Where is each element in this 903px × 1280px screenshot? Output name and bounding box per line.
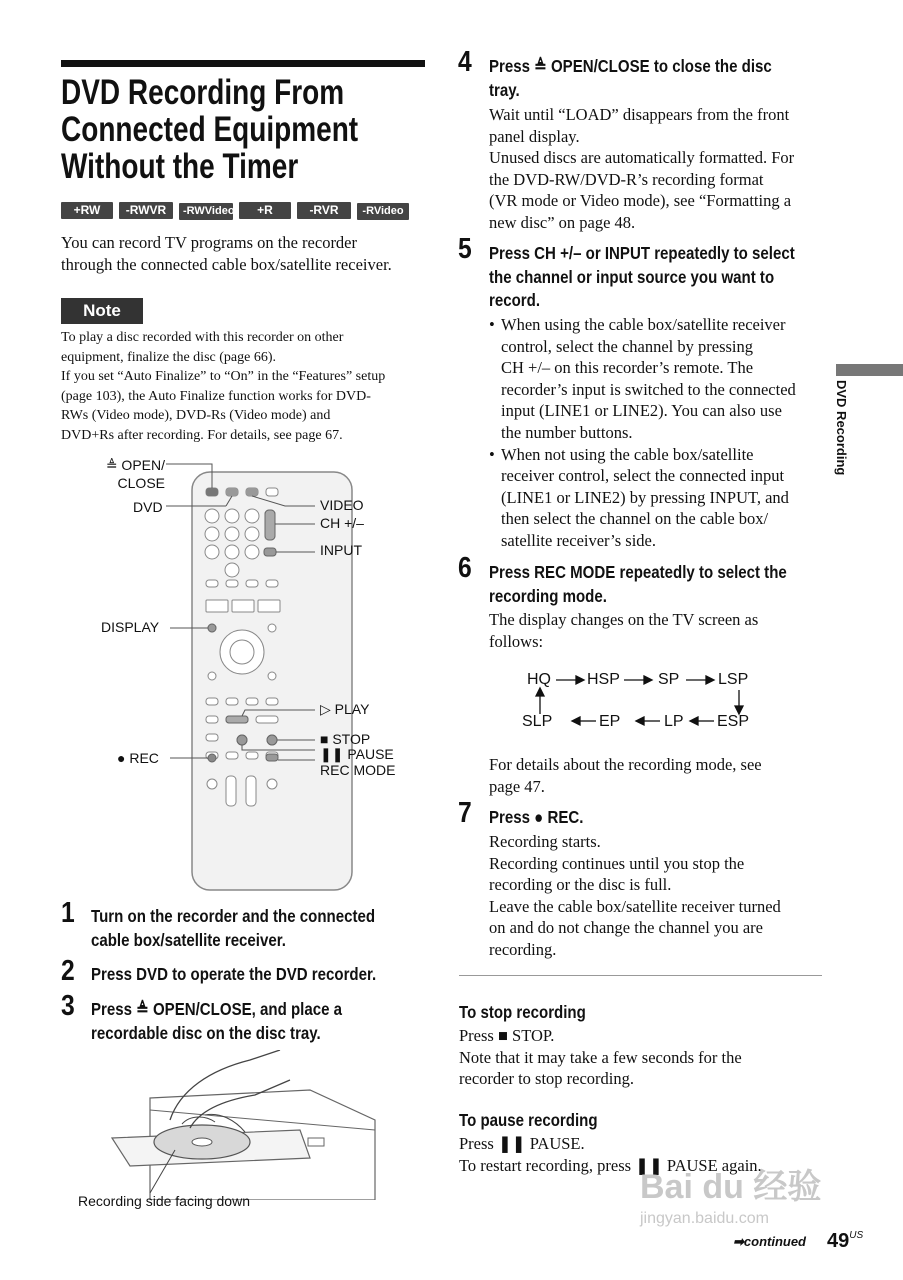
note-line: If you set “Auto Finalize” to “On” in the “Features” setup	[61, 369, 386, 385]
bullet-line: then select the channel on the cable box/	[501, 509, 769, 529]
label-open-close-line2: CLOSE	[117, 475, 165, 491]
label-pause: ❚❚ PAUSE	[320, 746, 394, 762]
bullet-line: control, select the channel by pressing	[501, 336, 754, 356]
watermark	[640, 1168, 821, 1228]
step-6-number: 6	[458, 552, 472, 584]
remote-illustration	[60, 450, 440, 895]
page-number-suffix: US	[849, 1230, 864, 1241]
step-4-title-line: tray.	[489, 79, 520, 100]
watermark-url: jingyan.baidu.com	[640, 1210, 769, 1227]
step-7-line: Leave the cable box/satellite receiver turned	[489, 896, 781, 916]
bullet-line: • When not using the cable box/satellite	[501, 444, 754, 464]
step-4-title	[489, 55, 772, 102]
step-1-title	[91, 905, 375, 952]
bullet-line: satellite receiver’s side.	[501, 530, 657, 550]
note-line: equipment, finalize the disc (page 66).	[61, 349, 276, 365]
badge-plus-r: +R	[239, 202, 291, 219]
step-3-number: 3	[61, 990, 75, 1022]
step-3-title	[91, 998, 342, 1045]
section-divider	[459, 975, 822, 976]
label-play: ▷ PLAY	[320, 701, 370, 717]
badge-r-video: -RVideo	[357, 203, 409, 220]
step-4-line: panel display.	[489, 126, 580, 146]
step-6-line: The display changes on the TV screen as	[489, 610, 759, 629]
pause-heading: To pause recording	[459, 1110, 598, 1130]
mode-hq: HQ	[527, 671, 551, 688]
step-6-title-line: recording mode.	[489, 585, 607, 606]
step-6-after	[489, 754, 834, 797]
step-7-line: on and do not change the channel you are	[489, 918, 763, 938]
note-line: To play a disc recorded with this recorder on other	[61, 330, 344, 345]
stop-line: recorder to stop recording.	[459, 1069, 635, 1089]
mode-ep: EP	[599, 713, 621, 730]
page-title	[61, 74, 432, 185]
step-6-after-line: For details about the recording mode, see	[489, 755, 762, 774]
disc-type-badges	[61, 201, 415, 220]
step-6-title	[489, 561, 787, 608]
step-1-number: 1	[61, 897, 75, 929]
step-7-line: recording or the disc is full.	[489, 875, 672, 895]
step-4-line: the DVD-RW/DVD-R’s recording format	[489, 169, 764, 189]
step-3-title-line: recordable disc on the disc tray.	[91, 1022, 321, 1043]
label-ch: CH +/–	[320, 515, 364, 531]
mode-hsp: HSP	[587, 671, 620, 688]
intro-line: through the connected cable box/satellite receiver.	[61, 254, 392, 274]
step-5-body	[489, 314, 834, 552]
step-5-title-line: Press CH +/– or INPUT repeatedly to select	[489, 243, 795, 263]
step-7-line: Recording starts.	[489, 832, 601, 851]
step-7-number: 7	[458, 797, 472, 829]
label-display: DISPLAY	[101, 619, 160, 635]
side-tab-label	[830, 380, 860, 510]
label-input: INPUT	[320, 542, 362, 558]
mode-lp: LP	[664, 713, 684, 730]
note-text	[61, 328, 431, 446]
stop-body	[459, 1025, 829, 1090]
page-number-value: 49	[827, 1230, 850, 1252]
step-1-title-line: cable box/satellite receiver.	[91, 929, 286, 950]
step-5-number: 5	[458, 233, 472, 265]
bullet-line: the number buttons.	[501, 422, 633, 442]
mode-slp: SLP	[522, 713, 553, 730]
mode-sp: SP	[658, 671, 680, 688]
mode-lsp: LSP	[718, 671, 749, 688]
badge-plus-rw: +RW	[61, 202, 113, 219]
intro-line: You can record TV programs on the recorder	[61, 233, 358, 252]
title-line-1: DVD Recording From	[61, 73, 345, 112]
bullet-line: (LINE1 or LINE2) by pressing INPUT, and	[501, 487, 789, 507]
step-3-title-line: Press ≜ OPEN/CLOSE, and place a	[91, 999, 342, 1019]
step-4-title-line: Press ≜ OPEN/CLOSE to close the disc	[489, 56, 772, 76]
step-6-body	[489, 609, 834, 652]
step-2-title: Press DVD to operate the DVD recorder.	[91, 964, 377, 984]
note-line: DVD+Rs after recording. For details, see page 67.	[61, 427, 343, 443]
step-7-line: recording.	[489, 939, 557, 959]
bullet-line: CH +/– on this recorder’s remote. The	[501, 358, 754, 378]
bullet-line: • When using the cable box/satellite receiver	[501, 315, 786, 334]
badge-rw-video: -RWVideo	[179, 203, 233, 220]
bullet-line: input (LINE1 or LINE2). You can also use	[501, 401, 782, 421]
pause-line: To restart recording, press ❚❚ PAUSE again.	[459, 1155, 762, 1175]
label-dvd: DVD	[133, 499, 163, 515]
step-5-bullet-1	[489, 314, 834, 444]
title-line-3: Without the Timer	[61, 147, 299, 186]
bullet-line: recorder’s input is switched to the connected	[501, 379, 796, 399]
label-rec-mode: REC MODE	[320, 762, 396, 778]
disc-tray-illustration	[110, 1050, 380, 1200]
label-open-close-line1: ≜ OPEN/	[105, 457, 165, 473]
mode-esp: ESP	[717, 713, 750, 730]
step-7-title: Press ● REC.	[489, 807, 584, 827]
step-5-bullet-2	[489, 444, 834, 552]
label-video: VIDEO	[320, 497, 364, 513]
watermark-brand: Bai du 经验	[640, 1168, 822, 1206]
step-1-title-line: Turn on the recorder and the connected	[91, 906, 376, 926]
step-4-line: Unused discs are automatically formatted. For	[489, 148, 795, 168]
label-stop: ■ STOP	[320, 731, 371, 747]
step-4-line: new disc” on page 48.	[489, 212, 636, 232]
stop-line: Note that it may take a few seconds for the	[459, 1047, 742, 1067]
step-6-title-line: Press REC MODE repeatedly to select the	[489, 562, 787, 582]
badge-r-vr: -RVR	[297, 202, 351, 219]
continued-marker: ➡continued	[733, 1234, 806, 1249]
step-6-after-line: page 47.	[489, 776, 545, 796]
note-label: Note	[61, 298, 143, 324]
step-5-title-line: record.	[489, 290, 541, 311]
step-5-title	[489, 242, 795, 313]
step-2-number: 2	[61, 955, 75, 987]
disc-caption: Recording side facing down	[78, 1193, 250, 1209]
badge-rw-vr: -RWVR	[119, 202, 173, 219]
bullet-line: receiver control, select the connected input	[501, 466, 785, 486]
step-7-line: Recording continues until you stop the	[489, 853, 745, 873]
step-4-line: Wait until “LOAD” disappears from the front	[489, 105, 790, 124]
step-6-line: follows:	[489, 631, 544, 651]
side-tab-text: DVD Recording	[834, 380, 849, 476]
page-number	[827, 1230, 863, 1253]
step-4-body	[489, 104, 834, 234]
intro-text	[61, 232, 431, 275]
label-rec: ● REC	[117, 750, 159, 766]
label-open-close	[99, 457, 165, 491]
note-line: RWs (Video mode), DVD-Rs (Video mode) and	[61, 408, 331, 424]
title-line-2: Connected Equipment	[61, 110, 359, 149]
step-4-number: 4	[458, 46, 472, 78]
step-7-body	[489, 831, 834, 961]
step-5-title-line: the channel or input source you want to	[489, 266, 775, 287]
stop-line: Press ■ STOP.	[459, 1026, 555, 1045]
side-tab-bar	[836, 364, 903, 376]
stop-heading: To stop recording	[459, 1002, 586, 1022]
pause-line: Press ❚❚ PAUSE.	[459, 1134, 585, 1153]
step-4-line: (VR mode or Video mode), see “Formatting a	[489, 191, 792, 211]
title-rule	[61, 60, 425, 67]
note-line: (page 103), the Auto Finalize function works for DVD-	[61, 388, 371, 404]
